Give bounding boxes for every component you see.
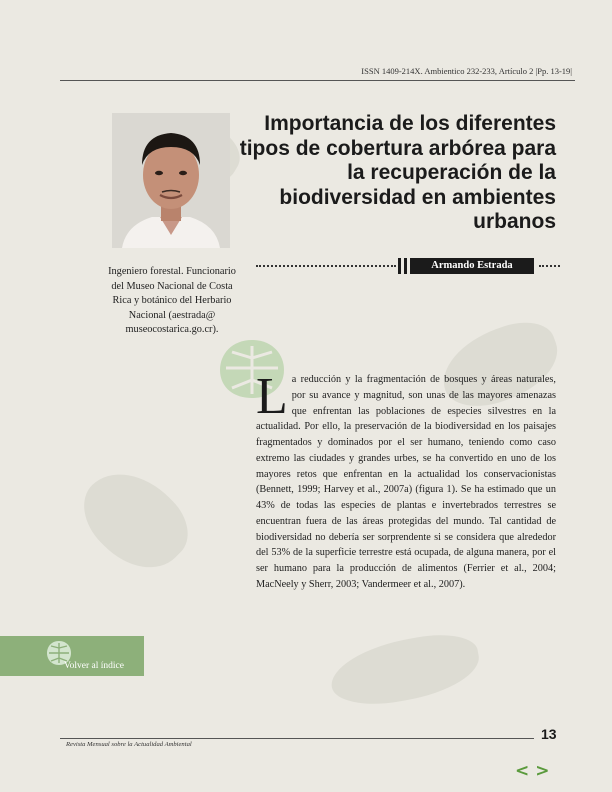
background-texture [326, 627, 484, 712]
page-number: 13 [541, 726, 557, 742]
back-to-index-button[interactable] [0, 636, 144, 676]
background-texture [68, 453, 202, 587]
dotted-divider [539, 265, 560, 267]
author-name: Armando Estrada [410, 258, 534, 274]
chevron-left-icon[interactable]: < [515, 761, 530, 781]
page-navigation [515, 763, 550, 780]
journal-name: Revista Mensual sobre la Actualidad Ambiental [66, 741, 192, 748]
back-to-index-label: Volver al índice [64, 661, 124, 671]
divider-bar [404, 258, 407, 274]
article-body [256, 368, 556, 593]
drop-cap: L [256, 368, 288, 425]
body-paragraph: a reducción y la fragmentación de bosques y áreas naturales, por su avance y magnitud, son unas de las mayores amenazas que enfrentan las poblaciones de especies silvestres en la actualidad. Por ello, la preservación de la biodiversidad en los paisajes fragmentados y dominados por el ser humano, teniendo como caso extremo las ciudades y grandes urbes, se ha convertido en uno de los mayores retos que enfrentan en la actualidad los conservacionistas (Bennett, 1999; Harvey et al., 2007a) (figura 1). Se ha estimado que un 43% de todas las especies de plantas e invertebrados terrestres se encuentran fuera de las áreas protegidas del mundo. Tal cantidad de biodiversidad no debería ser sorprendente si se considera que alrededor del 53% de la superficie terrestre está ocupada, de alguna manera, por el ser humano para la producción de alimentos (Ferrier et al., 2004; MacNeely y Sherr, 2003; Vandermeer et al., 2007). [256, 374, 556, 590]
article-title: Importancia de los diferentes tipos de cobertura arbórea para la recuperación de la biodiversidad en ambientes urbanos [239, 112, 556, 233]
author-photo [112, 113, 230, 248]
issn-line: ISSN 1409-214X. Ambientico 232-233, Artículo 2 |Pp. 13-19| [361, 66, 572, 76]
bottom-rule [60, 738, 534, 739]
author-bio: Ingeniero forestal. Funcionario del Museo Nacional de Costa Rica y botánico del Herbario Nacional (aestrada@ museocostarica.go.cr). [108, 266, 236, 335]
chevron-right-icon[interactable]: > [535, 761, 550, 781]
author-banner [256, 258, 560, 274]
dotted-divider [256, 265, 396, 267]
top-rule [60, 80, 575, 81]
divider-bar [398, 258, 401, 274]
